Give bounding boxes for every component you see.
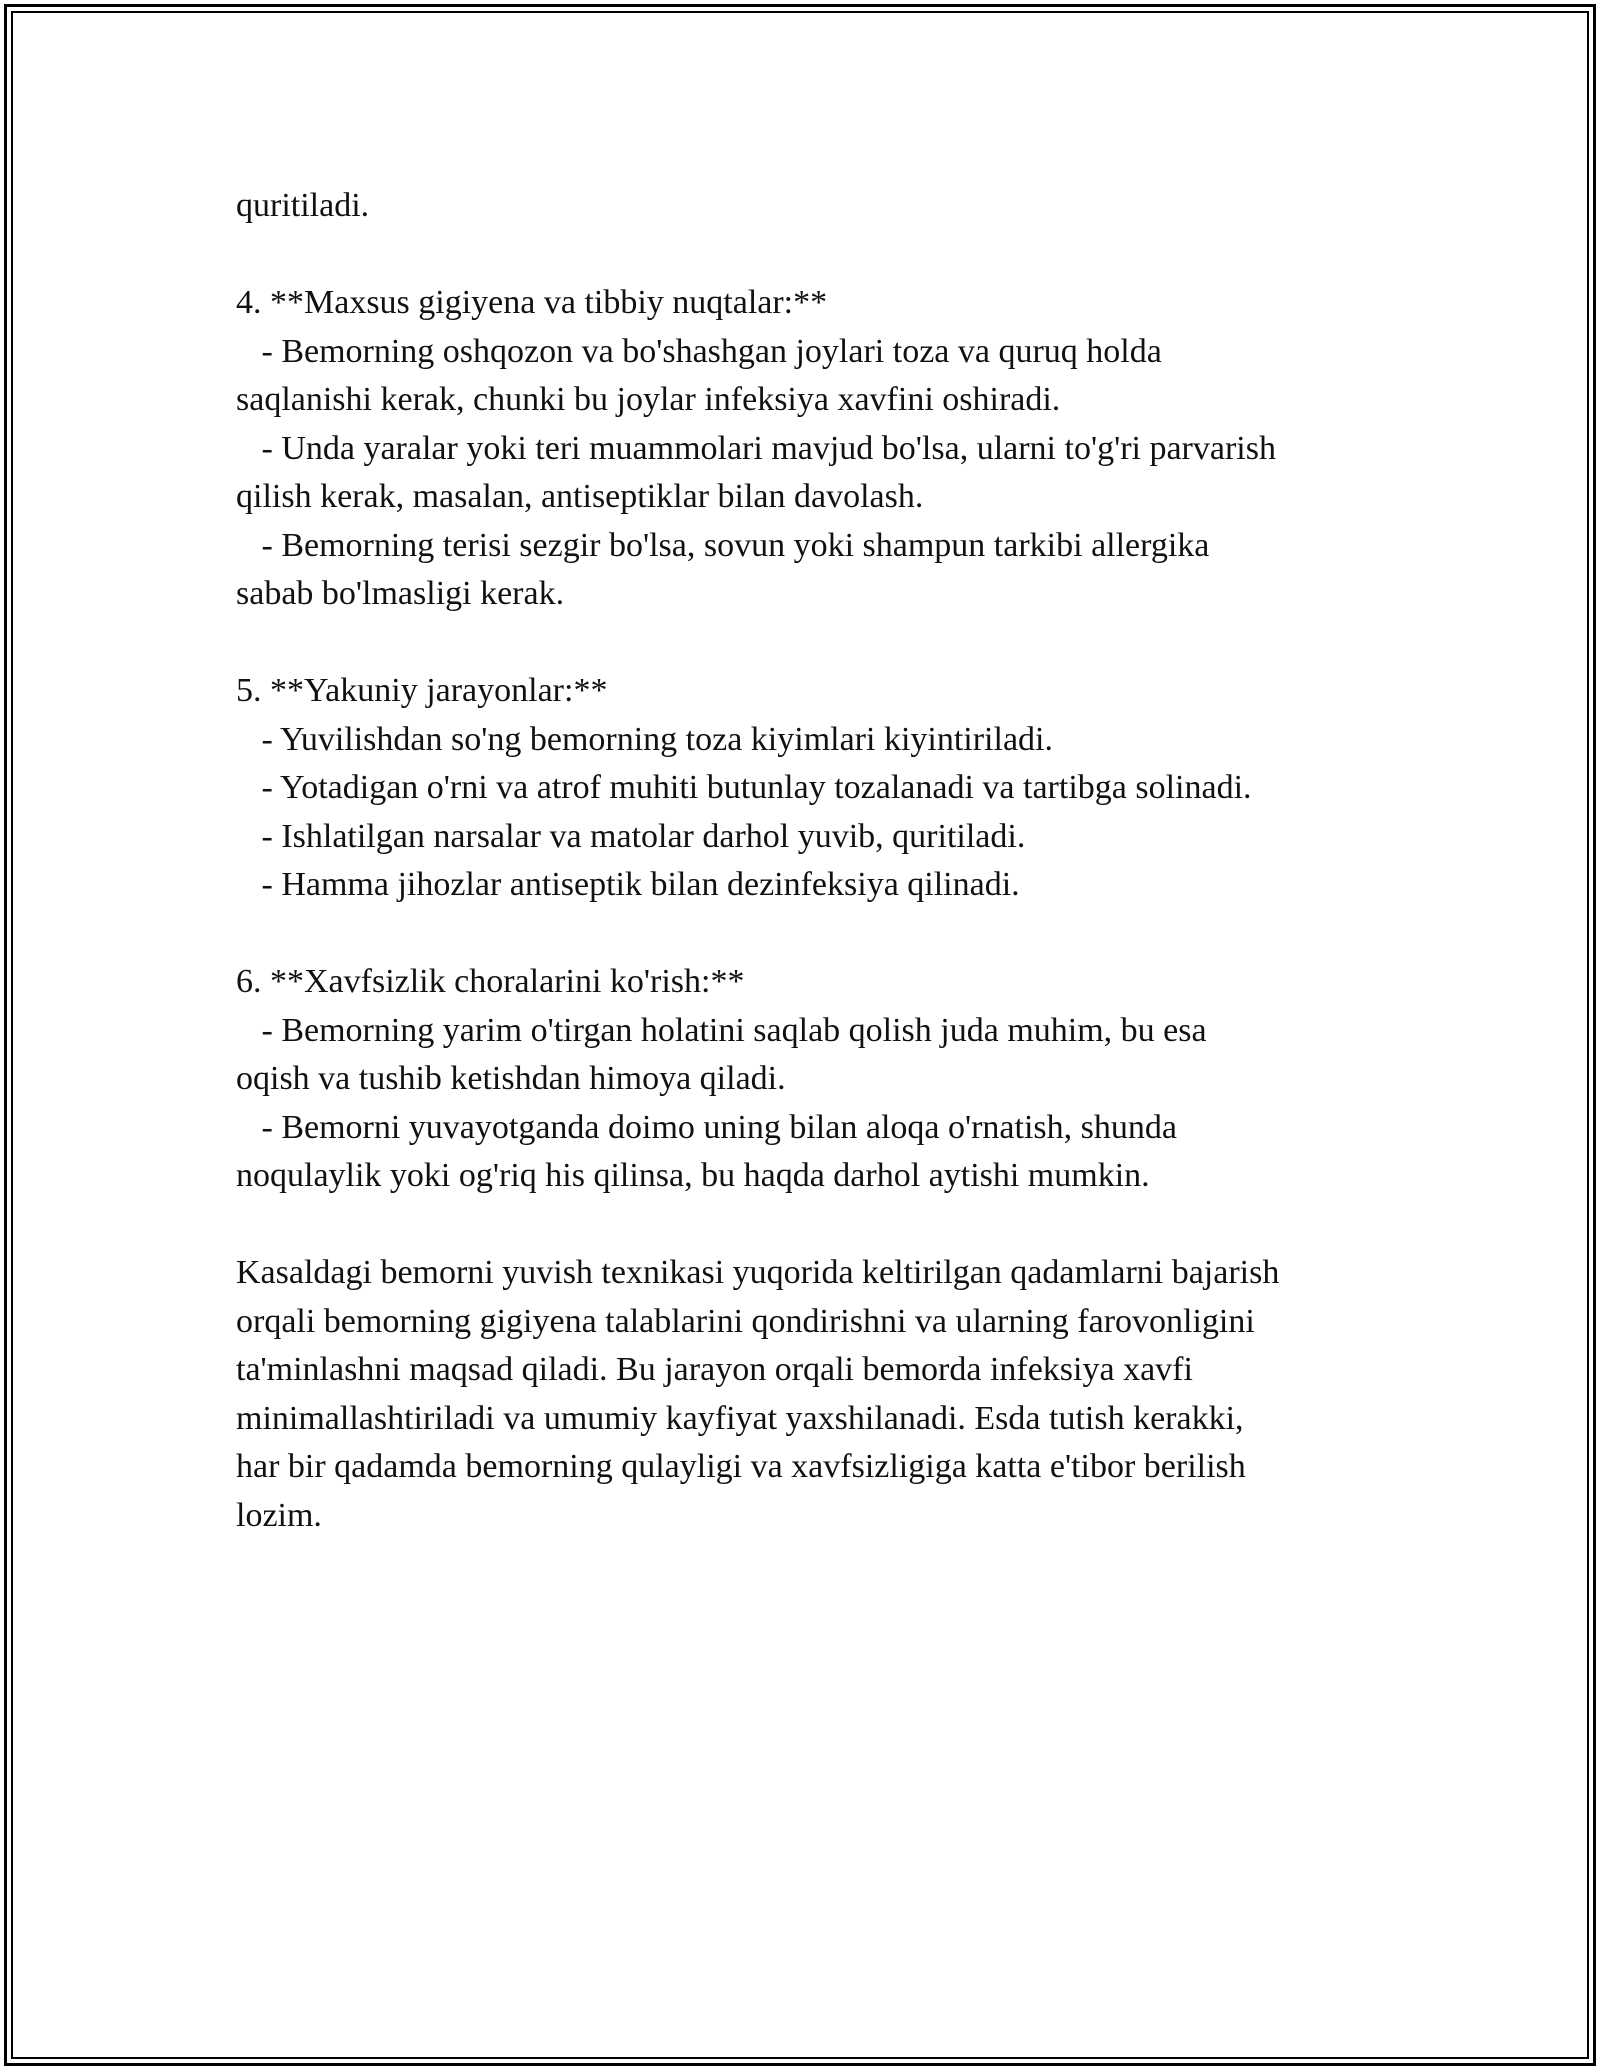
paragraph-line: Kasaldagi bemorni yuvish texnikasi yuqorida keltirilgan qadamlarni bajarish [236,1254,1280,1291]
document-body [236,182,1396,1540]
section-line: - Unda yaralar yoki teri muammolari mavjud bo'lsa, ularni to'g'ri parvarish [236,429,1276,467]
section-line: qilish kerak, masalan, antiseptiklar bilan davolash. [236,478,924,515]
section-4 [236,279,1396,619]
section-line: - Yuvilishdan so'ng bemorning toza kiyimlari kiyintiriladi. [236,720,1053,758]
section-heading: 5. **Yakuniy jarayonlar:** [236,672,608,709]
section-6 [236,958,1396,1201]
section-line: sabab bo'lmasligi kerak. [236,575,565,612]
blank-line [236,910,1396,959]
section-line: - Yotadigan o'rni va atrof muhiti butunlay tozalanadi va tartibga solinadi. [236,769,1252,806]
blank-line [236,231,1396,280]
paragraph-line: minimallashtiriladi va umumiy kayfiyat yaxshilanadi. Esda tutish kerakki, [236,1399,1244,1437]
section-heading: 6. **Xavfsizlik choralarini ko'rish:** [236,963,745,1000]
paragraph-line: lozim. [236,1496,322,1534]
section-line: - Bemorning oshqozon va bo'shashgan joylari toza va quruq holda [236,332,1162,370]
section-line: - Bemorning yarim o'tirgan holatini saqlab qolish juda muhim, bu esa [236,1011,1207,1049]
section-line: - Hamma jihozlar antiseptik bilan dezinfeksiya qilinadi. [236,866,1020,903]
blank-line [236,1201,1396,1250]
section-5 [236,667,1396,910]
paragraph-line: ta'minlashni maqsad qiladi. Bu jarayon orqali bemorda infeksiya xavfi [236,1351,1193,1388]
intro-tail-line: quritiladi. [236,187,370,224]
paragraph-line: har bir qadamda bemorning qulayligi va xavfsizligiga katta e'tibor berilish [236,1448,1246,1485]
paragraph-line: orqali bemorning gigiyena talablarini qondirishni va ularning farovonligini [236,1302,1255,1340]
section-line: saqlanishi kerak, chunki bu joylar infeksiya xavfini oshiradi. [236,381,1061,418]
conclusion-paragraph [236,1249,1396,1540]
section-line: - Bemorni yuvayotganda doimo uning bilan aloqa o'rnatish, shunda [236,1108,1177,1146]
section-heading: 4. **Maxsus gigiyena va tibbiy nuqtalar:** [236,284,828,321]
section-line: - Ishlatilgan narsalar va matolar darhol yuvib, quritiladi. [236,817,1026,855]
section-line: noqulaylik yoki og'riq his qilinsa, bu haqda darhol aytishi mumkin. [236,1157,1150,1194]
section-line: - Bemorning terisi sezgir bo'lsa, sovun yoki shampun tarkibi allergika [236,526,1210,564]
blank-line [236,619,1396,668]
section-line: oqish va tushib ketishdan himoya qiladi. [236,1060,786,1097]
